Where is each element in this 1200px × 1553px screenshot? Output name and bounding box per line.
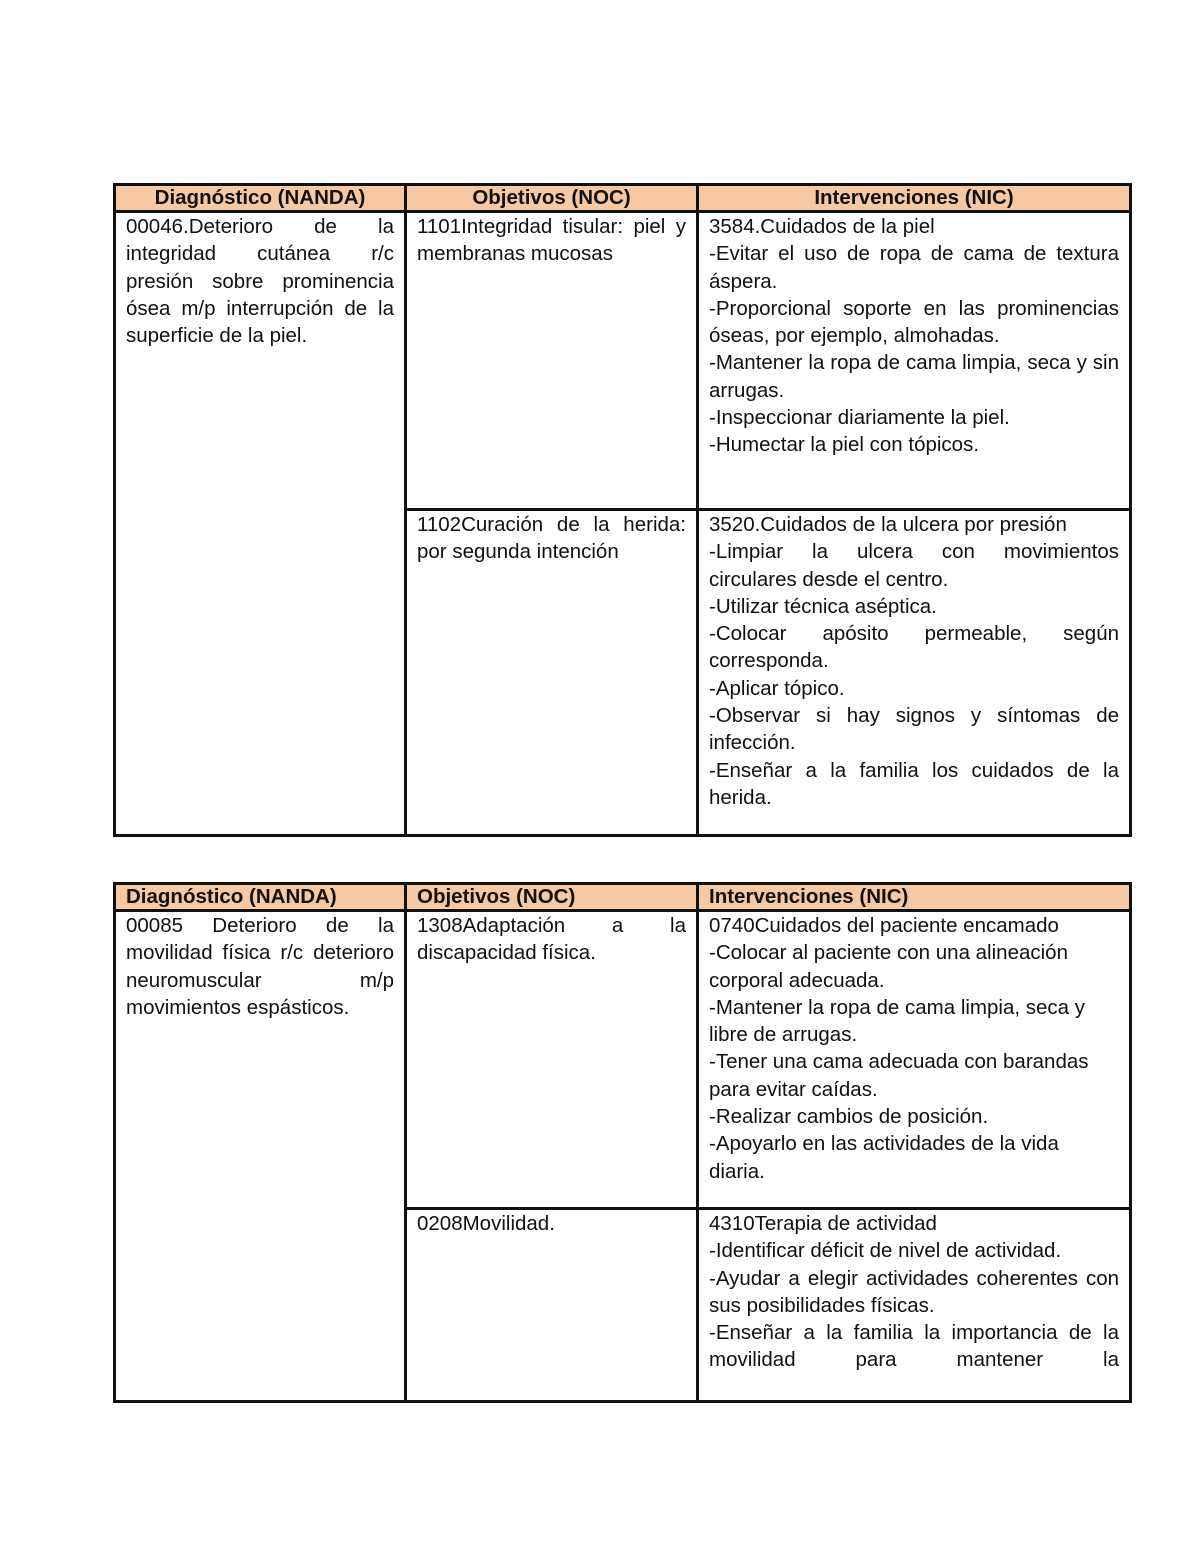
intervention-title: 3520.Cuidados de la ulcera por presión bbox=[709, 513, 1067, 536]
header-objectives: Objetivos (NOC) bbox=[406, 185, 698, 212]
objective-cell: 1102Curación de la herida: por segunda intención bbox=[406, 510, 698, 836]
objective-cell: 1101Integridad tisular: piel y membranas mucosas bbox=[406, 212, 698, 510]
intervention-title: 4310Terapia de actividad bbox=[709, 1212, 937, 1235]
intervention-item: -Aplicar tópico. bbox=[709, 676, 845, 700]
intervention-item: -Mantener la ropa de cama limpia, seca y sin arrugas. bbox=[709, 351, 1119, 402]
intervention-item: -Enseñar a la familia los cuidados de la herida. bbox=[709, 758, 1119, 809]
intervention-item: -Humectar la piel con tópicos. bbox=[709, 433, 980, 457]
objective-cell: 1308Adaptación a la discapacidad física. bbox=[406, 911, 698, 1209]
interventions-cell bbox=[698, 212, 1131, 510]
intervention-item: -Identificar déficit de nivel de actividad. bbox=[709, 1239, 1062, 1263]
intervention-item: -Apoyarlo en las actividades de la vida diaria. bbox=[709, 1132, 1059, 1183]
interventions-cell bbox=[698, 510, 1131, 836]
intervention-item: -Evitar el uso de ropa de cama de textura áspera. bbox=[709, 242, 1119, 293]
care-plan-table-1 bbox=[113, 183, 1132, 837]
diagnosis-cell: 00085 Deterioro de la movilidad física r/c deterioro neuromuscular m/p movimientos espásticos. bbox=[115, 911, 406, 1402]
header-objectives: Objetivos (NOC) bbox=[406, 884, 698, 911]
intervention-item: -Observar si hay signos y síntomas de infección. bbox=[709, 704, 1119, 755]
intervention-item: -Enseñar a la familia la importancia de la movilidad para mantener la bbox=[709, 1321, 1119, 1372]
intervention-title: 0740Cuidados del paciente encamado bbox=[709, 914, 1059, 937]
intervention-item: -Utilizar técnica aséptica. bbox=[709, 594, 937, 618]
interventions-cell bbox=[698, 911, 1131, 1209]
header-diagnosis: Diagnóstico (NANDA) bbox=[115, 185, 406, 212]
table-row bbox=[115, 212, 1131, 510]
intervention-item: -Inspeccionar diariamente la piel. bbox=[709, 406, 1010, 430]
intervention-item: -Mantener la ropa de cama limpia, seca y libre de arrugas. bbox=[709, 995, 1086, 1047]
header-diagnosis: Diagnóstico (NANDA) bbox=[115, 884, 406, 911]
diagnosis-cell: 00046.Deterioro de la integridad cutánea r/c presión sobre prominencia ósea m/p interrupción de la superficie de la piel. bbox=[115, 212, 406, 836]
header-interventions: Intervenciones (NIC) bbox=[698, 185, 1131, 212]
intervention-item: -Colocar apósito permeable, según corresponda. bbox=[709, 622, 1119, 673]
intervention-title: 3584.Cuidados de la piel bbox=[709, 215, 935, 238]
intervention-item: -Proporcional soporte en las prominencias óseas, por ejemplo, almohadas. bbox=[709, 296, 1119, 348]
intervention-item: -Ayudar a elegir actividades coherentes con sus posibilidades físicas. bbox=[709, 1266, 1119, 1317]
objective-cell: 0208Movilidad. bbox=[406, 1209, 698, 1402]
table-header-row bbox=[115, 185, 1131, 212]
intervention-item: -Tener una cama adecuada con barandas para evitar caídas. bbox=[709, 1050, 1089, 1101]
table-header-row bbox=[115, 884, 1131, 911]
header-interventions: Intervenciones (NIC) bbox=[698, 884, 1131, 911]
intervention-item: -Limpiar la ulcera con movimientos circulares desde el centro. bbox=[709, 540, 1119, 591]
intervention-item: -Colocar al paciente con una alineación corporal adecuada. bbox=[709, 941, 1068, 992]
intervention-item: -Realizar cambios de posición. bbox=[709, 1105, 989, 1129]
interventions-cell bbox=[698, 1209, 1131, 1402]
table-row bbox=[115, 911, 1131, 1209]
care-plan-table-2 bbox=[113, 882, 1132, 1403]
